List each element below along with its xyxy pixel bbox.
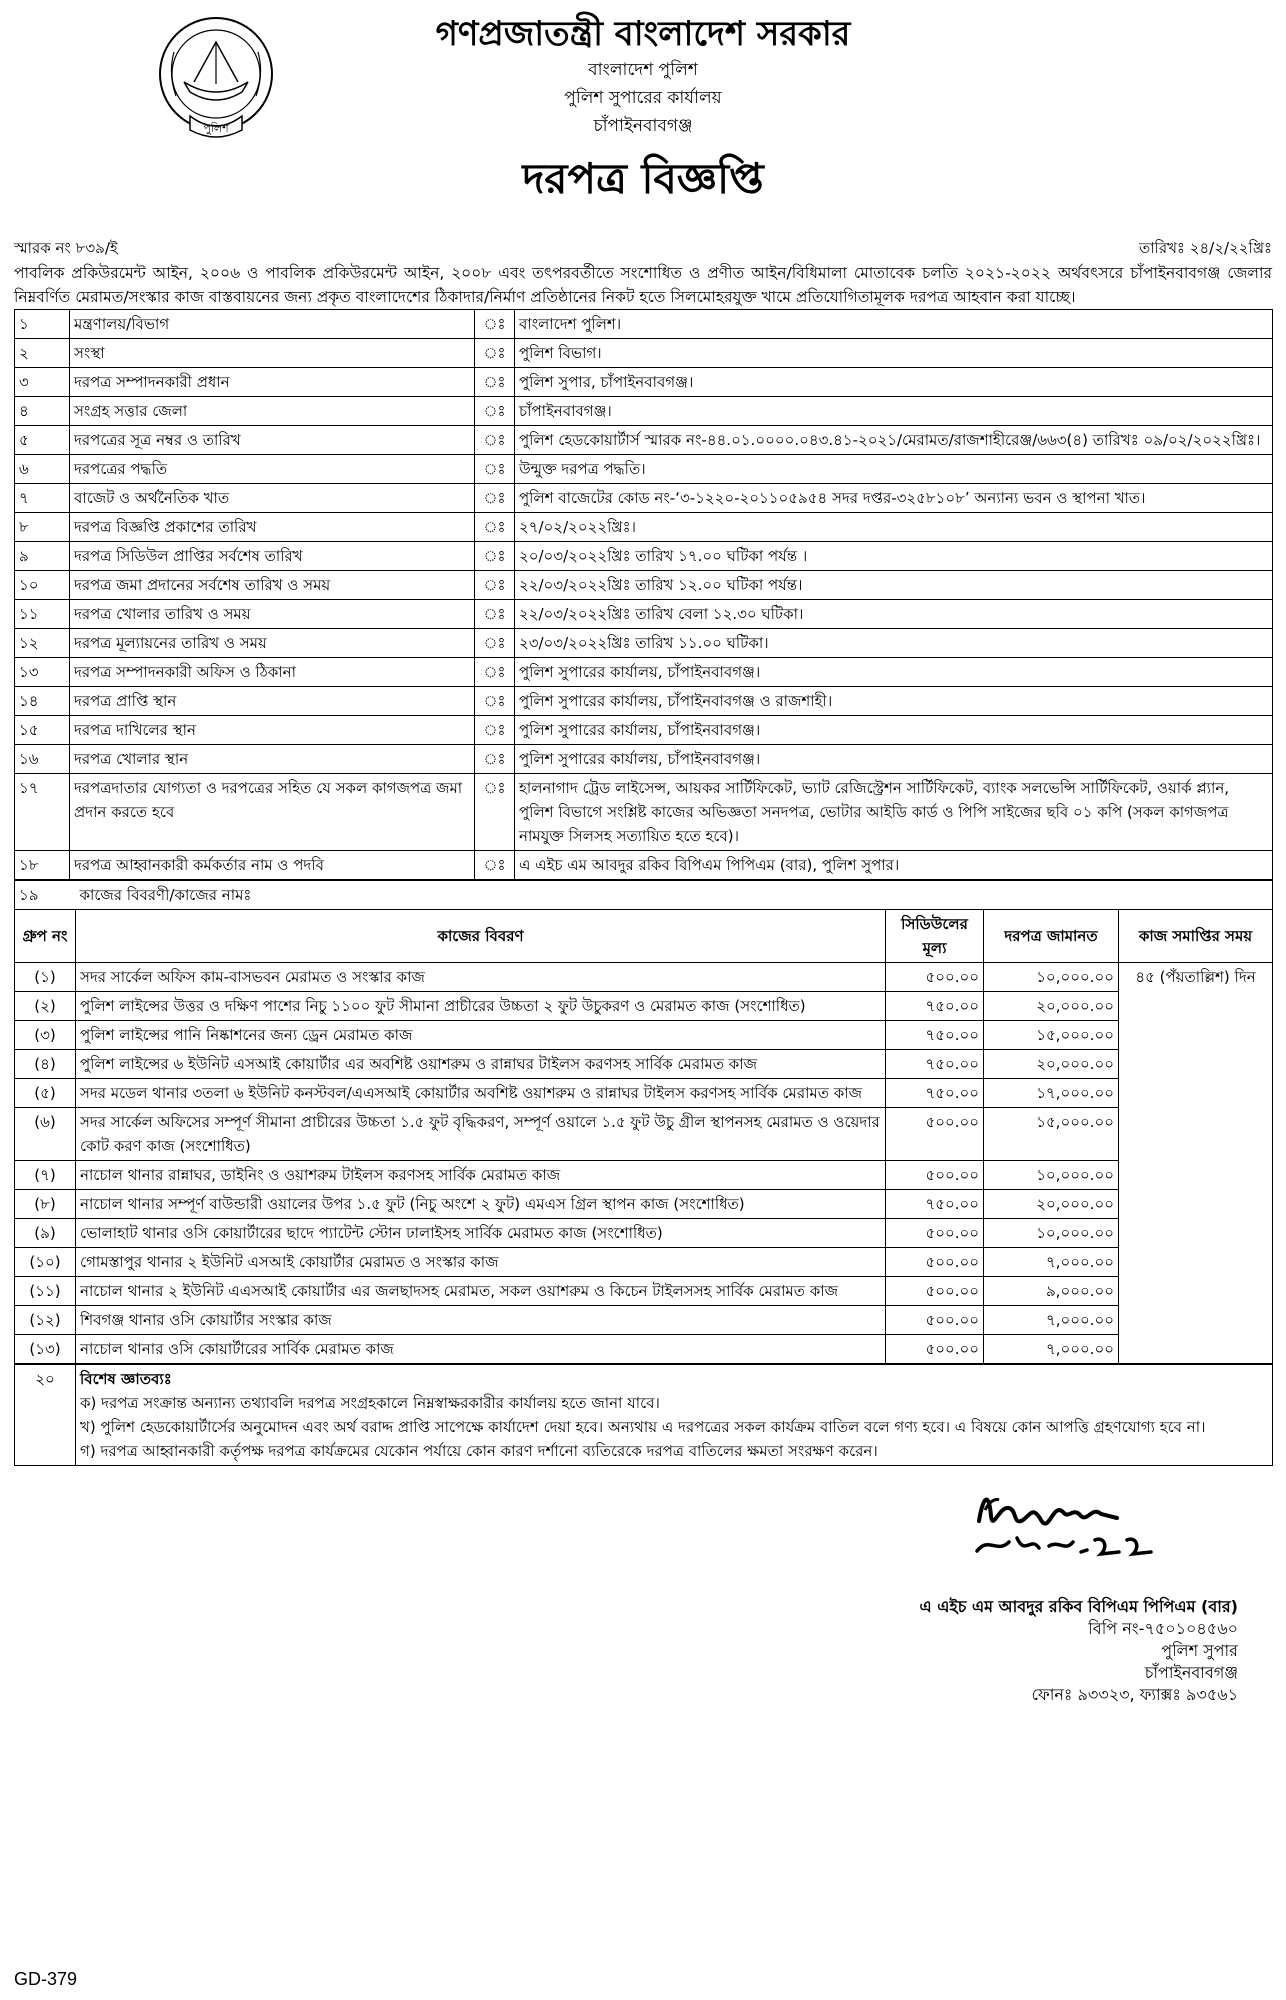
info-row-label: দরপত্রের সূত্র নম্বর ও তারিখ [70,426,475,455]
signatory-place: চাঁপাইনবাবগঞ্জ [1144,1663,1238,1682]
work-row-schedule-price: ৭৫০.০০ [886,1021,984,1050]
work-row-group: (৭) [15,1161,76,1190]
special-note-item: ক) দরপত্র সংক্রান্ত অন্যান্য তথ্যাবলি দরপত্র সংগ্রহকালে নিম্নস্বাক্ষরকারীর কার্যালয় হতে জানা যাবে। [80,1394,660,1412]
signatory-bp-number: বিপি নং-৭৫০১০৪৫৬০ [1088,1619,1238,1638]
info-row [15,542,1273,571]
work-row [15,963,1273,992]
signatory-title: পুলিশ সুপার [1161,1641,1238,1660]
info-row-number: ৬ [15,455,70,484]
work-row-description: পুলিশ লাইন্সের পানি নিষ্কাশনের জন্য ড্রেন মেরামত কাজ [76,1021,886,1050]
footer-code: GD-379 [14,1969,78,1989]
work-row-group: (৩) [15,1021,76,1050]
work-row [15,992,1273,1021]
work-row-schedule-price: ৫০০.০০ [886,1219,984,1248]
work-row-description: নাচোল থানার সম্পূর্ণ বাউন্ডারী ওয়ালের উপর ১.৫ ফুট (নিচু অংশে ২ ফুট) এমএস গ্রিল স্থাপন কাজ (সংশোধিত) [76,1190,886,1219]
special-note-item: খ) পুলিশ হেডকোয়ার্টার্সের অনুমোদন এবং অর্থ বরাদ্দ প্রাপ্তি সাপেক্ষে কার্যাদেশ দেয়া হবে। অন্যথায় এ দরপত্রের সকল কার্যক্রম বাতিল বলে গণ্য হবে। এ বিষয়ে কোন আপত্তি গ্রহণযোগ্য হবে না। [80,1418,1206,1436]
work-table-header [15,910,1273,963]
work-row-group: (১০) [15,1248,76,1277]
work-row-schedule-price: ৭৫০.০০ [886,1079,984,1108]
info-row-label: দরপত্রের পদ্ধতি [70,455,475,484]
info-row-label: দরপত্র বিজ্ঞপ্তি প্রকাশের তারিখ [70,513,475,542]
work-row-security: ১০,০০০.০০ [984,1219,1119,1248]
info-row-number: ১৫ [15,716,70,745]
info-row-number: ৭ [15,484,70,513]
work-row-schedule-price: ৫০০.০০ [886,1277,984,1306]
info-row-number: ১৬ [15,745,70,774]
work-row-security: ২০,০০০.০০ [984,1050,1119,1079]
work-row-description: সদর সার্কেল অফিস কাম-বাসভবন মেরামত ও সংস্কার কাজ [76,963,886,992]
info-row-label: দরপত্র জমা প্রদানের সর্বশেষ তারিখ ও সময় [70,571,475,600]
work-row-security: ৭,০০০.০০ [984,1335,1119,1364]
info-row-number: ১৩ [15,658,70,687]
info-row-value: ২৭/০২/২০২২খ্রিঃ। [515,513,1273,542]
info-row-value: পুলিশ হেডকোয়ার্টার্স স্মারক নং-৪৪.০১.০০০০.০৪৩.৪১-২০২১/মেরামত/রাজশাহীরেঞ্জ/৬৬৩(৪) তারিখঃ ০৯/০২/২০২২খ্রিঃ। [515,426,1273,455]
info-row [15,484,1273,513]
work-row-security: ৭,০০০.০০ [984,1306,1119,1335]
work-row-description: পুলিশ লাইন্সের উত্তর ও দক্ষিণ পাশের নিচু ১১০০ ফুট সীমানা প্রাচীরের উচ্চতা ২ ফুট উচুকরণ ও মেরামত কাজ (সংশোধিত) [76,992,886,1021]
info-row-value: পুলিশ সুপারের কার্যালয়, চাঁপাইনবাবগঞ্জ। [515,658,1273,687]
info-row-value: পুলিশ বিভাগ। [515,339,1273,368]
signatory-name: এ এইচ এম আবদুর রকিব বিপিএম পিপিএম (বার) [919,1597,1238,1616]
info-row-label: দরপত্র আহ্বানকারী কর্মকর্তার নাম ও পদবি [70,851,475,880]
info-row-label: বাজেট ও অর্থনৈতিক খাত [70,484,475,513]
work-row-description: নাচোল থানার রান্নাঘর, ডাইনিং ও ওয়াশরুম টাইলস করণসহ সার্বিক মেরামত কাজ [76,1161,886,1190]
info-row-label: দরপত্র খোলার তারিখ ও সময় [70,600,475,629]
reference-row [14,237,1272,261]
info-row-number: ৩ [15,368,70,397]
work-row [15,1277,1273,1306]
info-row-label: দরপত্র মূল্যায়নের তারিখ ও সময় [70,629,475,658]
work-row-group: (৬) [15,1108,76,1161]
info-row-value: পুলিশ বাজেটের কোড নং-‘৩-১২২০-২০১১০৫৯৫৪ সদর দপ্তর-৩২৫৮১০৮’ অন্যান্য ভবন ও স্থাপনা খাত। [515,484,1273,513]
work-row-schedule-price: ৭৫০.০০ [886,1050,984,1079]
handwritten-signature [969,1476,1179,1566]
info-row-value: ২০/০৩/২০২২খ্রিঃ তারিখ ১৭.০০ ঘটিকা পর্যন্ত । [515,542,1273,571]
work-row-security: ২০,০০০.০০ [984,992,1119,1021]
info-row-colon: ঃ [475,455,515,484]
info-row-value: পুলিশ সুপারের কার্যালয়, চাঁপাইনবাবগঞ্জ। [515,716,1273,745]
police-emblem-icon [154,12,279,147]
info-row-colon: ঃ [475,851,515,880]
info-row [15,745,1273,774]
info-row-value: পুলিশ সুপারের কার্যালয়, চাঁপাইনবাবগঞ্জ ও রাজশাহী। [515,687,1273,716]
completion-time: ৪৫ (পঁয়তাল্লিশ) দিন [1119,963,1273,1364]
work-row-schedule-price: ৫০০.০০ [886,1108,984,1161]
info-row [15,658,1273,687]
signatory-details [920,1596,1238,1706]
info-row-number: ১৭ [15,774,70,851]
info-row-value: এ এইচ এম আবদুর রকিব বিপিএম পিপিএম (বার), পুলিশ সুপার। [515,851,1273,880]
info-row [15,513,1273,542]
info-row-colon: ঃ [475,745,515,774]
work-row [15,1248,1273,1277]
info-row-number: ২ [15,339,70,368]
work-row-description: সদর মডেল থানার ৩তলা ৬ ইউনিট কনস্টবল/এএসআই কোয়ার্টার অবশিষ্ট ওয়াশরুম ও রান্নাঘর টাইলস করণসহ সার্বিক মেরামত কাজ [76,1079,886,1108]
info-row-number: ১০ [15,571,70,600]
work-row [15,1335,1273,1364]
info-row-colon: ঃ [475,484,515,513]
work-row-description: শিবগঞ্জ থানার ওসি কোয়ার্টার সংস্কার কাজ [76,1306,886,1335]
info-row [15,851,1273,880]
header-security: দরপত্র জামানত [984,910,1119,963]
header-completion-time: কাজ সমাপ্তির সময় [1119,910,1273,963]
row-19 [15,881,1273,910]
info-row-colon: ঃ [475,513,515,542]
work-row [15,1306,1273,1335]
work-row-group: (২) [15,992,76,1021]
tender-notice-page [14,10,1272,1704]
work-row-schedule-price: ৫০০.০০ [886,963,984,992]
work-row-group: (৪) [15,1050,76,1079]
header-group: গ্রুপ নং [15,910,76,963]
work-row-group: (৯) [15,1219,76,1248]
info-row [15,774,1273,851]
info-row-colon: ঃ [475,629,515,658]
header [14,12,1272,217]
info-row-number: ১২ [15,629,70,658]
info-row-colon: ঃ [475,542,515,571]
special-note-item: গ) দরপত্র আহ্বানকারী কর্তৃপক্ষ দরপত্র কার্যক্রমের যেকোন পর্যায়ে কোন কারণ দর্শানো ব্যতিরেকে দরপত্র বাতিলের ক্ষমতা সংরক্ষণ করেন। [80,1442,878,1460]
work-row-schedule-price: ৫০০.০০ [886,1306,984,1335]
info-row-value: পুলিশ সুপার, চাঁপাইনবাবগঞ্জ। [515,368,1273,397]
row-19-label: কাজের বিবরণী/কাজের নামঃ [76,881,1273,910]
special-content [76,1365,1273,1466]
info-row-colon: ঃ [475,774,515,851]
work-row [15,1219,1273,1248]
info-row-label: দরপত্র সম্পাদনকারী প্রধান [70,368,475,397]
info-row-colon: ঃ [475,397,515,426]
work-row-schedule-price: ৫০০.০০ [886,1335,984,1364]
special-notes [14,1364,1273,1466]
info-row [15,310,1273,339]
info-row-colon: ঃ [475,310,515,339]
info-row [15,600,1273,629]
info-row [15,426,1273,455]
work-row-security: ৯,০০০.০০ [984,1277,1119,1306]
info-row-number: ১৮ [15,851,70,880]
info-row-label: সংগ্রহ সত্তার জেলা [70,397,475,426]
department: বাংলাদেশ পুলিশ [588,60,698,80]
info-table [14,309,1273,880]
info-row-label: দরপত্র প্রাপ্তি স্থান [70,687,475,716]
signature-block [14,1466,1272,1704]
info-row-value: পুলিশ সুপারের কার্যালয়, চাঁপাইনবাবগঞ্জ। [515,745,1273,774]
work-row-group: (১১) [15,1277,76,1306]
info-row [15,397,1273,426]
government-title: গণপ্রজাতন্ত্রী বাংলাদেশ সরকার [435,14,851,54]
work-table [14,880,1273,1364]
work-row-schedule-price: ৫০০.০০ [886,1161,984,1190]
info-row-value: বাংলাদেশ পুলিশ। [515,310,1273,339]
info-row-number: ৯ [15,542,70,571]
work-row-description: নাচোল থানার ২ ইউনিট এএসআই কোয়ার্টার এর জলছাদসহ মেরামত, সকল ওয়াশরুম ও কিচেন টাইলসসহ সার্বিক মেরামত কাজ [76,1277,886,1306]
info-row-colon: ঃ [475,571,515,600]
work-row-security: ২০,০০০.০০ [984,1190,1119,1219]
work-row-group: (১২) [15,1306,76,1335]
header-schedule-price: সিডিউলের মূল্য [886,910,984,963]
info-row-number: ৮ [15,513,70,542]
row-19-number: ১৯ [15,881,76,910]
header-description: কাজের বিবরণ [76,910,886,963]
info-row-colon: ঃ [475,426,515,455]
info-row-number: ৪ [15,397,70,426]
work-row-group: (১৩) [15,1335,76,1364]
info-row-colon: ঃ [475,658,515,687]
notice-title: দরপত্র বিজ্ঞপ্তি [522,154,764,203]
info-row [15,368,1273,397]
work-row [15,1108,1273,1161]
info-row-label: সংস্থা [70,339,475,368]
work-row-description: সদর সার্কেল অফিসের সম্পূর্ণ সীমানা প্রাচীরের উচ্চতা ১.৫ ফুট বৃদ্ধিকরণ, সম্পূর্ণ ওয়ালে ১.৫ ফুট উচু গ্রীল স্থাপনসহ মেরামত ও ওয়েদার কোট করণ কাজ (সংশোধিত) [76,1108,886,1161]
info-row-number: ১১ [15,600,70,629]
info-row-colon: ঃ [475,600,515,629]
info-row-value: ২২/০৩/২০২২খ্রিঃ তারিখ বেলা ১২.৩০ ঘটিকা। [515,600,1273,629]
intro-paragraph: পাবলিক প্রকিউরমেন্ট আইন, ২০০৬ ও পাবলিক প্রকিউরমেন্ট আইন, ২০০৮ এবং তৎপরবর্তীতে সংশোধিত ও প্রণীত আইন/বিধিমালা মোতাবেক চলতি ২০২১-২০২২ অর্থবৎসরে চাঁপাইনবাবগঞ্জ জেলার নিম্নবর্ণিত মেরামত/সংস্কার কাজ বাস্তবায়নের জন্য প্রকৃত বাংলাদেশের ঠিকাদার/নির্মাণ প্রতিষ্ঠানের নিকট হতে সিলমোহরযুক্ত খামে প্রতিযোগিতামূলক দরপত্র আহবান করা যাচ্ছে। [14,264,1272,306]
info-row-value: ২৩/০৩/২০২২খ্রিঃ তারিখ ১১.০০ ঘটিকা। [515,629,1273,658]
work-row [15,1050,1273,1079]
work-row-description: গোমস্তাপুর থানার ২ ইউনিট এসআই কোয়ার্টার মেরামত ও সংস্কার কাজ [76,1248,886,1277]
info-row-value: উন্মুক্ত দরপত্র পদ্ধতি। [515,455,1273,484]
special-number: ২০ [15,1365,76,1466]
work-row-group: (৮) [15,1190,76,1219]
info-row-label: মন্ত্রণালয়/বিভাগ [70,310,475,339]
work-row-security: ১৫,০০০.০০ [984,1021,1119,1050]
info-row-colon: ঃ [475,687,515,716]
office: পুলিশ সুপারের কার্যালয় [564,88,722,108]
info-row-number: ১ [15,310,70,339]
info-row [15,687,1273,716]
work-row-description: ভোলাহাট থানার ওসি কোয়ার্টারের ছাদে প্যাটেন্ট স্টোন ঢালাইসহ সার্বিক মেরামত কাজ (সংশোধিত) [76,1219,886,1248]
work-row-security: ১০,০০০.০০ [984,1161,1119,1190]
info-row-label: দরপত্রদাতার যোগ্যতা ও দরপত্রের সহিত যে সকল কাগজপত্র জমা প্রদান করতে হবে [70,774,475,851]
memo-number: স্মারক নং ৮৩৯/ই [14,239,118,257]
work-row-security: ১৭,০০০.০০ [984,1079,1119,1108]
info-row-number: ৫ [15,426,70,455]
info-row-value: হালনাগাদ ট্রেড লাইসেন্স, আয়কর সার্টিফিকেট, ভ্যাট রেজিস্ট্রেশন সার্টিফিকেট, ব্যাংক সলভেন্সি সার্টিফিকেট, ওয়ার্ক প্ল্যান, পুলিশ বিভাগে সংশ্লিষ্ট কাজের অভিজ্ঞতা সনদপত্র, ভোটার আইডি কার্ড ও পিপি সাইজের ছবি ০১ কপি (সকল কাগজপত্র নামযুক্ত সিলসহ সত্যায়িত হতে হবে)। [515,774,1273,851]
work-row-group: (৫) [15,1079,76,1108]
work-row-group: (১) [15,963,76,992]
work-row [15,1079,1273,1108]
work-row-description: নাচোল থানার ওসি কোয়ার্টারের সার্বিক মেরামত কাজ [76,1335,886,1364]
special-heading: বিশেষ জ্ঞাতব্যঃ [80,1370,172,1388]
info-row-label: দরপত্র সিডিউল প্রাপ্তির সর্বশেষ তারিখ [70,542,475,571]
info-row [15,716,1273,745]
work-row-schedule-price: ৭৫০.০০ [886,992,984,1021]
info-row-value: ২২/০৩/২০২২খ্রিঃ তারিখ ১২.০০ ঘটিকা পর্যন্ত। [515,571,1273,600]
info-row [15,455,1273,484]
work-row [15,1190,1273,1219]
notice-date: তারিখঃ ২৪/২/২২খ্রিঃ [1138,239,1272,257]
work-row-schedule-price: ৭৫০.০০ [886,1190,984,1219]
info-row [15,339,1273,368]
work-row-security: ১৫,০০০.০০ [984,1108,1119,1161]
work-row [15,1021,1273,1050]
emblem-text: পুলিশ [203,122,229,135]
work-row-security: ৭,০০০.০০ [984,1248,1119,1277]
info-row-number: ১৪ [15,687,70,716]
info-row [15,629,1273,658]
info-row-value: চাঁপাইনবাবগঞ্জ। [515,397,1273,426]
work-row [15,1161,1273,1190]
district: চাঁপাইনবাবগঞ্জ [593,116,693,136]
info-row-label: দরপত্র দাখিলের স্থান [70,716,475,745]
info-row-colon: ঃ [475,368,515,397]
info-row-label: দরপত্র খোলার স্থান [70,745,475,774]
work-row-security: ১০,০০০.০০ [984,963,1119,992]
signatory-phone: ফোনঃ ৯৩৩২৩, ফ্যাক্সঃ ৯৩৫৬১ [1031,1685,1238,1704]
info-row-colon: ঃ [475,716,515,745]
info-row-label: দরপত্র সম্পাদনকারী অফিস ও ঠিকানা [70,658,475,687]
work-row-schedule-price: ৫০০.০০ [886,1248,984,1277]
work-row-description: পুলিশ লাইন্সের ৬ ইউনিট এসআই কোয়ার্টার এর অবশিষ্ট ওয়াশরুম ও রান্নাঘর টাইলস করণসহ সার্বিক মেরামত কাজ [76,1050,886,1079]
info-row-colon: ঃ [475,339,515,368]
info-row [15,571,1273,600]
